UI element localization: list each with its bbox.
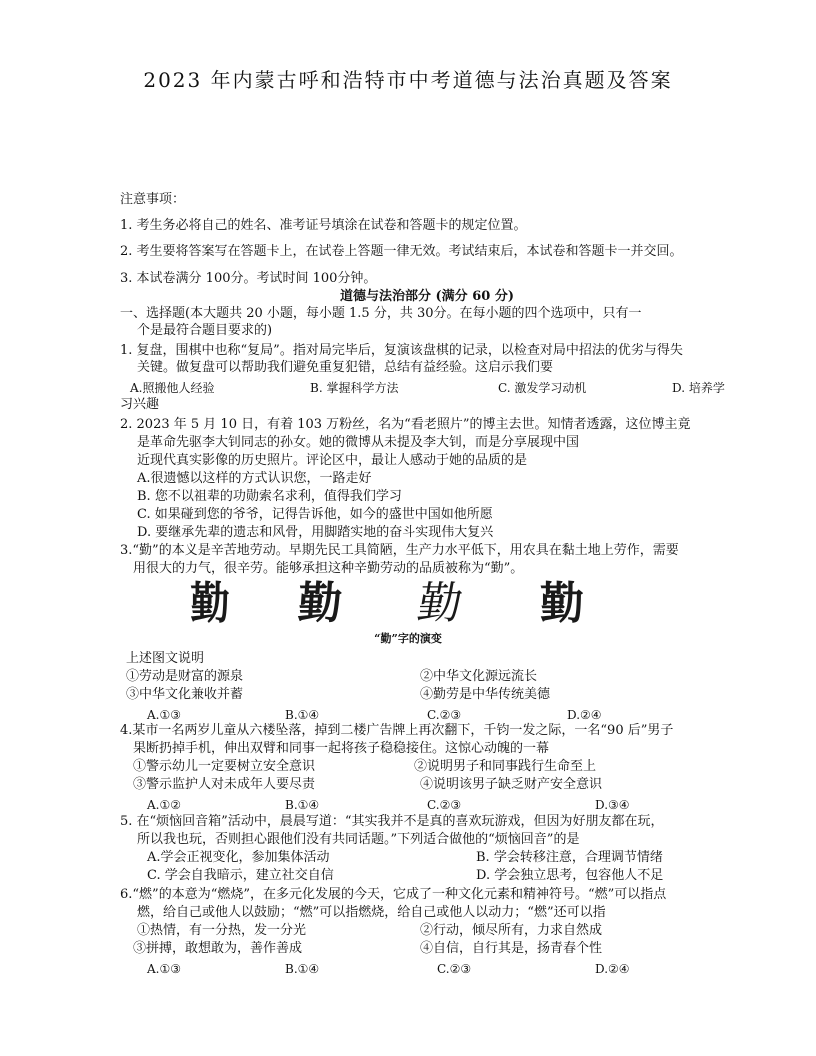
running-script-glyph: 勤 [413, 578, 467, 629]
option-d: D.③④ [595, 798, 630, 812]
option-wrap: 习兴趣 [120, 397, 160, 412]
option-c: C. 如果碰到您的爷爷，记得告诉他，如今的盛世中国如他所愿 [137, 507, 493, 522]
statement-item: ③警示监护人对未成年人要尽责 [133, 777, 316, 792]
option-a: A.①③ [147, 962, 181, 976]
statement-item: ①警示幼儿一定要树立安全意识 [133, 759, 316, 774]
part-heading: 一、选择题(本大题共 20 小题，每小题 1.5 分，共 30分。在每小题的四个选项中，只有一 [120, 306, 642, 321]
option-d: D. 要继承先辈的遗志和风骨，用脚踏实地的奋斗实现伟大复兴 [137, 525, 494, 540]
statement-item: ④说明该男子缺乏财产安全意识 [420, 777, 603, 792]
option-b: B. 掌握科学方法 [310, 381, 399, 395]
option-b: B.①④ [285, 798, 320, 812]
figure-caption: “勤”字的演变 [374, 632, 442, 645]
question-stem: 3.“勤”的本义是辛苦地劳动。早期先民工具简陋，生产力水平低下，用农具在黏土地上劳作，需要 [120, 543, 679, 558]
question-stem: 2. 2023 年 5 月 10 日，有着 103 万粉丝，名为“看老照片”的博主去世。知情者透露，这位博主竟 [120, 417, 691, 432]
seal-script-glyph: 勤 [190, 578, 230, 629]
option-c: C.②③ [437, 962, 472, 976]
part-heading: 个是最符合题目要求的) [137, 323, 273, 338]
question-stem: 果断扔掉手机，伸出双臂和同事一起将孩子稳稳接住。这惊心动魄的一幕 [133, 741, 550, 756]
option-a: A.学会正视变化，参加集体活动 [147, 850, 330, 865]
option-a: A.①③ [147, 708, 181, 722]
question-stem: 6.“燃”的本意为“燃烧”，在多元化发展的今天，它成了一种文化元素和精神符号。“燃”可以指点 [120, 887, 667, 902]
question-stem: 5. 在“烦恼回音箱”活动中，晨晨写道：“其实我并不是真的喜欢玩游戏，但因为好朋友都在玩， [120, 814, 664, 829]
notice-item: 1. 考生务必将自己的姓名、准考证号填涂在试卷和答题卡的规定位置。 [120, 218, 527, 233]
option-b: B. 学会转移注意，合理调节情绪 [476, 850, 663, 865]
question-stem: 关键。做复盘可以帮助我们避免重复犯错，总结有益经验。这启示我们要 [137, 360, 554, 375]
section-title: 道德与法治部分 (满分 60 分) [340, 289, 514, 304]
statement-item: ②行动，倾尽所有，力求自然成 [420, 923, 603, 938]
option-d: D.②④ [595, 962, 630, 976]
question-stem: 4.某市一名两岁儿童从六楼坠落，掉到二楼广告牌上再次翻下，千钧一发之际，一名“90 后”男子 [120, 723, 674, 738]
option-a: A.①② [147, 798, 181, 812]
question-stem: 燃，给自己或他人以鼓励；“燃”可以指燃烧，给自己或他人以动力；“燃”还可以指 [137, 905, 606, 920]
regular-script-glyph: 勤 [540, 578, 584, 629]
statement-item: ④勤劳是中华传统美德 [420, 687, 551, 702]
question-stem: 近现代真实影像的历史照片。评论区中，最让人感动于她的品质的是 [137, 453, 528, 468]
statement-item: ①热情，有一分热，发一分光 [137, 923, 307, 938]
statement-item: ④自信，自行其是，扬青春个性 [420, 941, 603, 956]
character-evolution-figure [180, 578, 620, 634]
option-c: C. 激发学习动机 [498, 381, 587, 395]
question-stem: 用很大的力气，很辛劳。能够承担这种辛勤劳动的品质被称为“勤”。 [133, 561, 524, 576]
option-d: D. 培养学 [672, 381, 725, 395]
option-b: B.①④ [285, 962, 320, 976]
option-c: C. 学会自我暗示，建立社交自信 [147, 868, 334, 883]
question-stem: 所以我也玩，否则担心跟他们没有共同话题。”下列适合做他的“烦恼回音”的是 [137, 832, 580, 847]
option-d: D.②④ [567, 708, 602, 722]
option-b: B. 您不以祖辈的功勋索名求利，值得我们学习 [137, 489, 402, 504]
option-c: C.②③ [427, 708, 462, 722]
option-a: A.很遗憾以这样的方式认识您，一路走好 [137, 471, 372, 486]
question-lead: 上述图文说明 [126, 651, 205, 666]
notice-item: 2. 考生要将答案写在答题卡上，在试卷上答题一律无效。考试结束后，本试卷和答题卡一并交回。 [120, 244, 683, 259]
question-stem: 1. 复盘，围棋中也称“复局”。指对局完毕后，复演该盘棋的记录，以检查对局中招法的优劣与得失 [120, 343, 683, 358]
notice-heading: 注意事项： [120, 192, 186, 207]
clerical-script-glyph: 勤 [296, 578, 344, 629]
notice-item: 3. 本试卷满分 100分。考试时间 100分钟。 [120, 271, 377, 286]
statement-item: ②说明男子和同事践行生命至上 [414, 759, 597, 774]
option-c: C.②③ [427, 798, 462, 812]
option-b: B.①④ [285, 708, 320, 722]
option-d: D. 学会独立思考，包容他人不足 [476, 868, 664, 883]
option-a: A.照搬他人经验 [130, 381, 215, 395]
statement-item: ①劳动是财富的源泉 [126, 669, 244, 684]
statement-item: ③中华文化兼收并蓄 [126, 687, 244, 702]
statement-item: ②中华文化源远流长 [420, 669, 538, 684]
question-stem: 是革命先驱李大钊同志的孙女。她的微博从未提及李大钊，而是分享展现中国 [137, 435, 580, 450]
page-title: 2023 年内蒙古呼和浩特市中考道德与法治真题及答案 [143, 68, 673, 92]
statement-item: ③拼搏，敢想敢为，善作善成 [133, 941, 303, 956]
